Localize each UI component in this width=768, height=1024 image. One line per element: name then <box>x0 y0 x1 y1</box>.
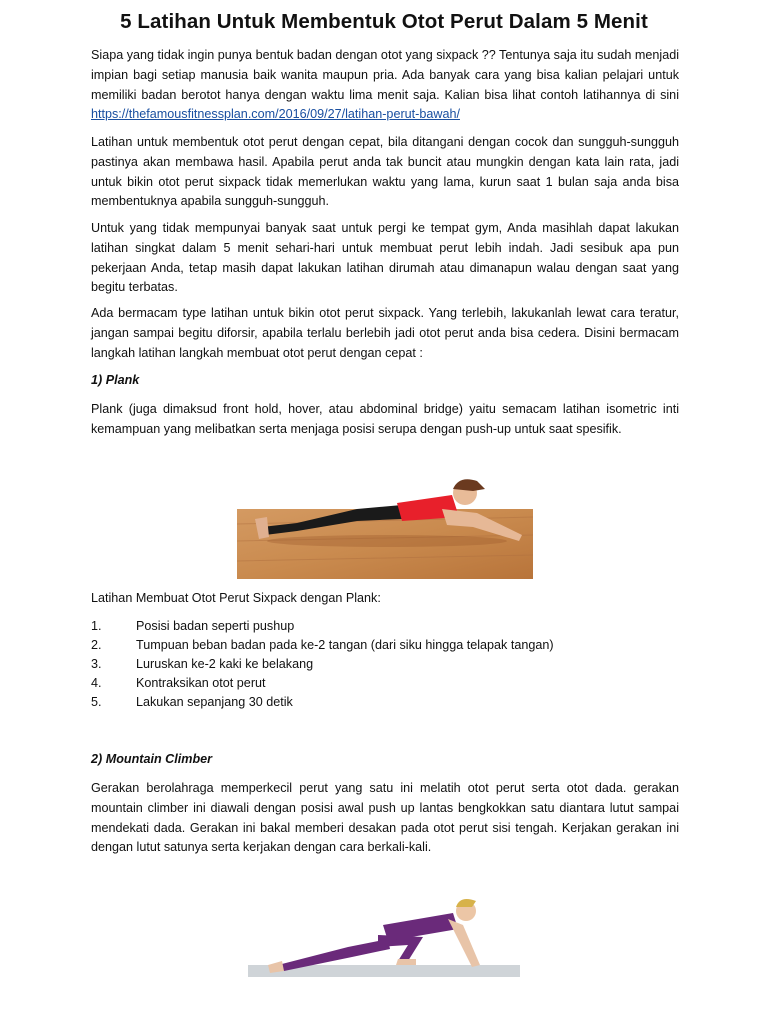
step-number: 3. <box>91 657 102 671</box>
plank-description: Plank (juga dimaksud front hold, hover, atau abdominal bridge) yaitu semacam latihan isometric inti kemampuan yang melibatkan serta menjaga posisi serupa dengan push-up untuk saat spesifik. <box>91 402 679 436</box>
section-heading-mountain-climber: 2) Mountain Climber <box>91 752 213 766</box>
step-number: 5. <box>91 695 102 709</box>
paragraph-1: Latihan untuk membentuk otot perut dengan cepat, bila ditangani dengan cocok dan sungguh-sungguh pastinya akan membawa hasil. Apabila perut anda tak buncit atau mungkin dengan kata lain rata, jadi untuk bikin otot perut sixpack tidak memerlukan waktu yang lama, kurun saat 1 bulan saja anda bisa membentuknya apabila sungguh-sungguh. <box>91 135 679 209</box>
step-text: Kontraksikan otot perut <box>136 676 266 690</box>
mountain-climber-description: Gerakan berolahraga memperkecil perut yang satu ini melatih otot perut serta otot dada. gerakan mountain climber ini diawali dengan posisi awal push up lantas bengkokkan satu diantara lutut sampai mendekati dada. Gerakan ini bakal memberi desakan pada otot perut sisi tengah. Kerjakan gerakan ini dengan lutut satunya serta kerjakan dengan cara berkali-kali. <box>91 781 679 855</box>
fitness-plan-link[interactable]: https://thefamousfitnessplan.com/2016/09/27/latihan-perut-bawah/ <box>91 107 460 122</box>
list-item <box>91 636 554 655</box>
step-number: 4. <box>91 676 102 690</box>
list-item <box>91 655 554 674</box>
list-item <box>91 617 554 636</box>
plank-steps-caption: Latihan Membuat Otot Perut Sixpack dengan Plank: <box>91 591 381 605</box>
page-title: 5 Latihan Untuk Membentuk Otot Perut Dalam 5 Menit <box>120 10 648 33</box>
section-heading-plank: 1) Plank <box>91 373 140 387</box>
mountain-climber-photo <box>248 895 520 981</box>
step-text: Posisi badan seperti pushup <box>136 619 295 633</box>
paragraph-3: Ada bermacam type latihan untuk bikin otot perut sixpack. Yang terlebih, lakukanlah lewat cara teratur, jangan sampai begitu diforsir, apabila terlalu berlebih jadi otot perut anda bisa cedera. Disini bermacam langkah latihan langkah membuat otot perut dengan cepat : <box>91 306 679 360</box>
step-text: Luruskan ke-2 kaki ke belakang <box>136 657 314 671</box>
step-text: Lakukan sepanjang 30 detik <box>136 695 293 709</box>
step-number: 2. <box>91 638 102 652</box>
intro-text: Siapa yang tidak ingin punya bentuk badan dengan otot yang sixpack ?? Tentunya saja itu sudah menjadi impian bagi setiap manusia baik wanita maupun pria. Ada banyak cara yang bisa kalian pelajari untuk memiliki badan berotot hanya dengan waktu lima menit saja. Kalian bisa lihat contoh latihannya di sini <box>91 48 679 102</box>
intro-paragraph <box>91 46 679 125</box>
list-item <box>91 674 554 693</box>
step-text: Tumpuan beban badan pada ke-2 tangan (dari siku hingga telapak tangan) <box>136 638 554 652</box>
list-item <box>91 693 554 712</box>
step-number: 1. <box>91 619 102 633</box>
paragraph-2: Untuk yang tidak mempunyai banyak saat untuk pergi ke tempat gym, Anda masihlah dapat lakukan latihan singkat dalam 5 menit sehari-hari untuk membuat perut lebih indah. Jadi sesibuk apa pun pekerjaan Anda, tetap masih dapat lakukan latihan dirumah atau dimanapun walau dengan saat yang begitu terbatas. <box>91 221 679 295</box>
plank-steps-list <box>91 617 554 712</box>
plank-photo <box>237 469 533 579</box>
